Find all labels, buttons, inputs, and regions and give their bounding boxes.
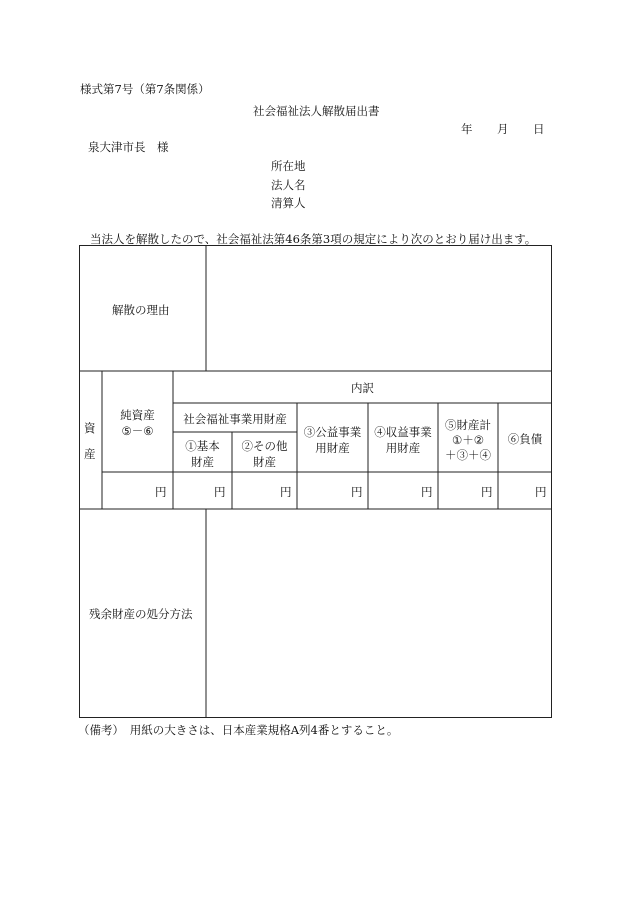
assets-label-top: 資 — [84, 421, 96, 435]
liquidator-label: 清算人 — [271, 196, 306, 210]
unit-yen-liabilities[interactable]: 円 — [535, 485, 547, 499]
welfare-business-header: 社会福祉事業用財産 — [183, 412, 287, 426]
public-business-label-2: 用財産 — [315, 441, 350, 455]
basic-property-label-2: 財産 — [191, 455, 214, 469]
net-assets-formula: ⑤－⑥ — [121, 424, 154, 438]
reason-value[interactable] — [212, 252, 546, 364]
unit-yen-other[interactable]: 円 — [280, 485, 292, 499]
profit-business-label-1: ④収益事業 — [374, 425, 432, 439]
public-business-label-1: ③公益事業 — [303, 425, 362, 439]
date-year-label: 年 — [461, 122, 473, 136]
basic-property-label-1: ①基本 — [185, 439, 220, 453]
date-month-label: 月 — [497, 122, 509, 136]
corp-name-label: 法人名 — [271, 178, 306, 192]
disposal-method-label: 残余財産の処分方法 — [89, 607, 193, 621]
total-property-label-2: ①＋② — [451, 433, 485, 447]
other-property-label-1: ②その他 — [241, 439, 288, 453]
document-title: 社会福祉法人解散届出書 — [253, 104, 380, 118]
reason-label: 解散の理由 — [112, 303, 170, 317]
unit-yen-public[interactable]: 円 — [351, 485, 363, 499]
addressee: 泉大津市長 様 — [88, 140, 169, 154]
other-property-label-2: 財産 — [253, 455, 276, 469]
total-property-label-3: ＋③＋④ — [445, 448, 491, 462]
assets-label-bottom: 産 — [84, 447, 96, 461]
breakdown-header: 内訳 — [351, 381, 374, 395]
profit-business-label-2: 用財産 — [385, 441, 421, 455]
location-label: 所在地 — [271, 159, 306, 173]
net-assets-label: 純資産 — [120, 408, 155, 422]
unit-yen-total[interactable]: 円 — [481, 485, 493, 499]
unit-yen-net-assets[interactable]: 円 — [155, 485, 167, 499]
unit-yen-basic[interactable]: 円 — [214, 485, 226, 499]
unit-yen-profit[interactable]: 円 — [421, 485, 433, 499]
form-number: 様式第7号（第7条関係） — [80, 82, 210, 96]
footnote: （備考） 用紙の大きさは、日本産業規格A列4番とすること。 — [78, 723, 399, 737]
statement-text: 当法人を解散したので、社会福祉法第46条第3項の規定により次のとおり届け出ます。 — [90, 232, 537, 246]
date-day-label: 日 — [533, 122, 545, 136]
disposal-method-value[interactable] — [212, 515, 546, 711]
total-property-label-1: ⑤財産計 — [445, 418, 491, 432]
liabilities-label: ⑥負債 — [507, 432, 543, 446]
